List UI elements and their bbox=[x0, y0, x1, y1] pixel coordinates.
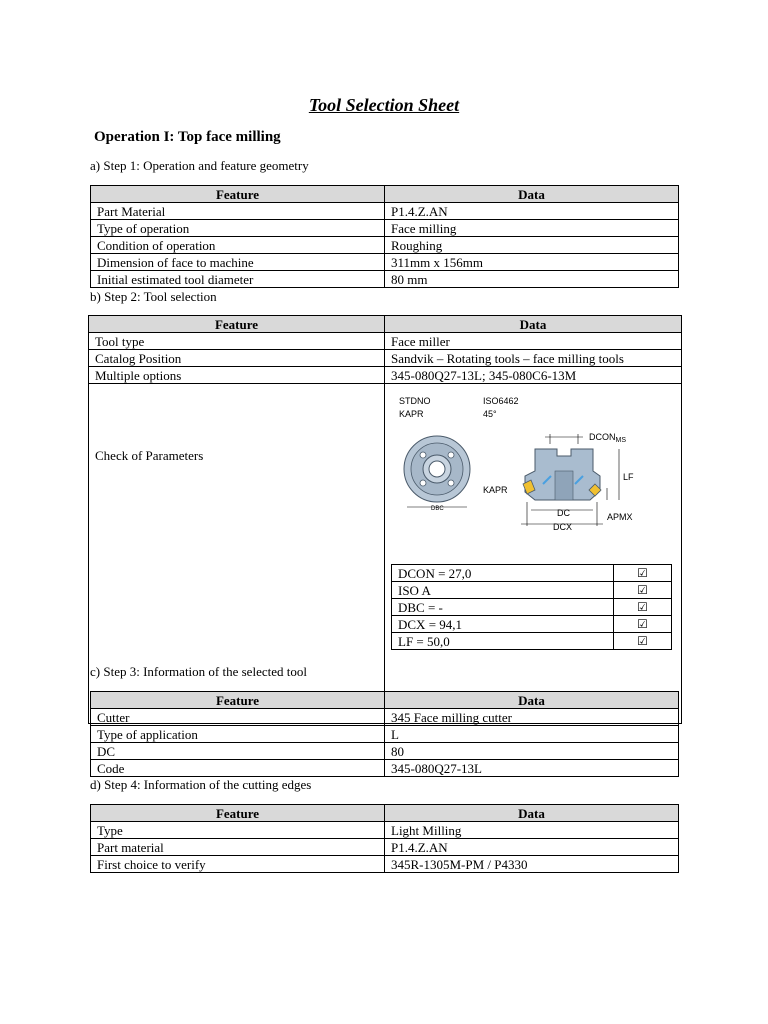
table-row bbox=[91, 760, 679, 777]
data-cell: P1.4.Z.AN bbox=[385, 839, 679, 856]
data-cell: Roughing bbox=[385, 237, 679, 254]
dbc-label: DBC bbox=[431, 506, 444, 512]
stdno-value: ISO6462 bbox=[483, 396, 519, 406]
step2-table bbox=[88, 315, 682, 724]
data-cell: 80 bbox=[385, 743, 679, 760]
data-header: Data bbox=[385, 186, 679, 203]
data-cell: Face milling bbox=[385, 220, 679, 237]
data-cell: Light Milling bbox=[385, 822, 679, 839]
feature-cell: Type of application bbox=[91, 726, 385, 743]
step1-label: a) Step 1: Operation and feature geometry bbox=[90, 158, 309, 173]
operation-heading: Operation I: Top face milling bbox=[94, 129, 281, 145]
data-cell: L bbox=[385, 726, 679, 743]
table-row bbox=[91, 271, 679, 288]
data-cell: Sandvik – Rotating tools – face milling tools bbox=[385, 350, 682, 367]
step4-label: d) Step 4: Information of the cutting edges bbox=[90, 777, 312, 792]
feature-cell: Cutter bbox=[91, 709, 385, 726]
step2-label: b) Step 2: Tool selection bbox=[90, 289, 217, 304]
table-header-row bbox=[91, 692, 679, 709]
data-cell: 345R-1305M-PM / P4330 bbox=[385, 856, 679, 873]
param-cell: DBC = - bbox=[392, 599, 614, 616]
feature-header: Feature bbox=[91, 186, 385, 203]
feature-header: Feature bbox=[91, 692, 385, 709]
checkbox-icon: ☑ bbox=[614, 565, 672, 582]
cutter-side-view bbox=[523, 449, 601, 500]
feature-cell: Initial estimated tool diameter bbox=[91, 271, 385, 288]
table-row bbox=[91, 743, 679, 760]
table-row bbox=[91, 709, 679, 726]
check-parameters-label: Check of Parameters bbox=[89, 384, 385, 724]
table-header-row bbox=[91, 805, 679, 822]
checkbox-icon: ☑ bbox=[614, 616, 672, 633]
feature-cell: Multiple options bbox=[89, 367, 385, 384]
param-cell: DCX = 94,1 bbox=[392, 616, 614, 633]
table-row bbox=[91, 726, 679, 743]
param-cell: ISO A bbox=[392, 582, 614, 599]
feature-cell: Type bbox=[91, 822, 385, 839]
feature-cell: Dimension of face to machine bbox=[91, 254, 385, 271]
step1-table bbox=[90, 185, 679, 288]
check-table bbox=[391, 564, 672, 650]
feature-cell: Tool type bbox=[89, 333, 385, 350]
table-row bbox=[91, 839, 679, 856]
kapr-value: 45° bbox=[483, 409, 497, 419]
data-cell: 80 mm bbox=[385, 271, 679, 288]
table-row bbox=[392, 565, 672, 582]
data-cell: 345-080Q27-13L; 345-080C6-13M bbox=[385, 367, 682, 384]
feature-cell: Type of operation bbox=[91, 220, 385, 237]
kapr-label: KAPR bbox=[399, 409, 424, 419]
page-title: Tool Selection Sheet bbox=[308, 95, 460, 115]
dc-label: DC bbox=[557, 508, 570, 518]
feature-header: Feature bbox=[89, 316, 385, 333]
table-row bbox=[91, 254, 679, 271]
data-header: Data bbox=[385, 316, 682, 333]
table-row bbox=[91, 237, 679, 254]
checkbox-icon: ☑ bbox=[614, 582, 672, 599]
stdno-label: STDNO bbox=[399, 396, 431, 406]
checkbox-icon: ☑ bbox=[614, 599, 672, 616]
feature-cell: Catalog Position bbox=[89, 350, 385, 367]
feature-cell: Condition of operation bbox=[91, 237, 385, 254]
step3-table bbox=[90, 691, 679, 777]
tool-diagram bbox=[385, 384, 681, 564]
table-row bbox=[89, 367, 682, 384]
table-header-row bbox=[89, 316, 682, 333]
step3-label: c) Step 3: Information of the selected tool bbox=[90, 664, 307, 679]
table-row bbox=[91, 203, 679, 220]
feature-cell: First choice to verify bbox=[91, 856, 385, 873]
kapr-diagram-label: KAPR bbox=[483, 485, 508, 495]
table-row bbox=[91, 822, 679, 839]
table-header-row bbox=[91, 186, 679, 203]
lf-label: LF bbox=[623, 472, 634, 482]
feature-cell: DC bbox=[91, 743, 385, 760]
checkbox-icon: ☑ bbox=[614, 633, 672, 650]
dcon-label: $DCON_{MS}$ bbox=[589, 432, 626, 444]
data-cell: 311mm x 156mm bbox=[385, 254, 679, 271]
apmx-label: APMX bbox=[607, 512, 633, 522]
dcx-label: DCX bbox=[553, 522, 573, 532]
check-parameters-cell bbox=[385, 384, 682, 724]
feature-header: Feature bbox=[91, 805, 385, 822]
feature-cell: Code bbox=[91, 760, 385, 777]
table-row bbox=[91, 856, 679, 873]
step4-table bbox=[90, 804, 679, 873]
table-row bbox=[392, 633, 672, 650]
param-cell: DCON = 27,0 bbox=[392, 565, 614, 582]
table-row bbox=[392, 616, 672, 633]
data-header: Data bbox=[385, 692, 679, 709]
param-cell: LF = 50,0 bbox=[392, 633, 614, 650]
data-cell: P1.4.Z.AN bbox=[385, 203, 679, 220]
table-row bbox=[91, 220, 679, 237]
data-cell: 345 Face milling cutter bbox=[385, 709, 679, 726]
table-row bbox=[392, 582, 672, 599]
feature-cell: Part material bbox=[91, 839, 385, 856]
cutter-front-view bbox=[404, 436, 470, 512]
table-row bbox=[89, 350, 682, 367]
data-header: Data bbox=[385, 805, 679, 822]
table-row bbox=[392, 599, 672, 616]
feature-cell: Part Material bbox=[91, 203, 385, 220]
data-cell: Face miller bbox=[385, 333, 682, 350]
table-row bbox=[89, 333, 682, 350]
data-cell: 345-080Q27-13L bbox=[385, 760, 679, 777]
